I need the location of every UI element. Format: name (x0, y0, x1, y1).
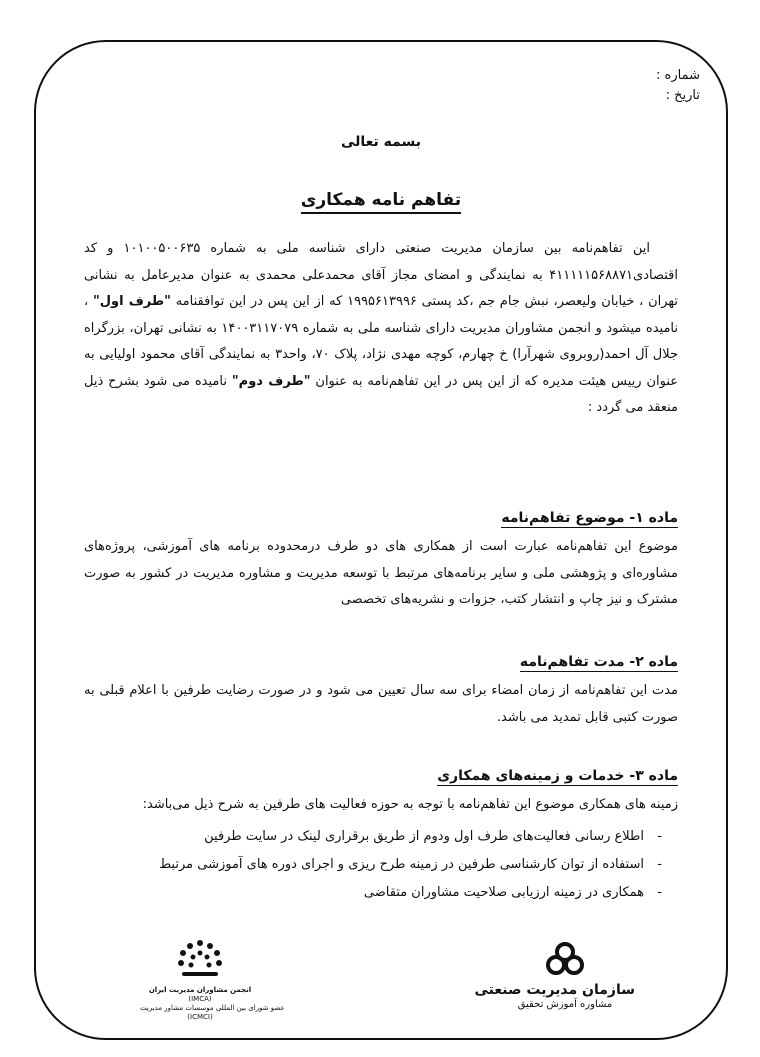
list-item: - اطلاع رسانی فعالیت‌های طرف اول ودوم از طریق برقراری لینک در سایت طرفین (84, 823, 662, 851)
date-label: تاریخ : (665, 88, 700, 103)
intro-part-2: ، نامیده میشود و انجمن مشاوران مدیریت دارای شناسه ملی به شماره ۱۴۰۰۳۱۱۷۰۷۹ به نشانی تهران، بزرگراه جلال آل احمد(روبروی شهرآرا) خ چهارم، کوچه مهدی نژاد، پلاک ۷۰، واحد۳ به نمایندگی آقای محمود اولیایی به عنوان رییس هیئت مدیره که از این پس در این تفاهم‌نامه به عنوان (84, 294, 679, 389)
number-label: شماره : (656, 68, 700, 83)
agreement-document (34, 40, 728, 1040)
imi-tagline: مشاوره آموزش تحقیق (517, 999, 613, 1010)
imca-abbr: (IMCA) (188, 995, 212, 1003)
icmci-abbr: (ICMCI) (187, 1013, 213, 1021)
intro-part-3: نامیده می شود بشرح ذیل منعقد می گردد : (84, 373, 678, 415)
document-title-wrap (34, 190, 728, 210)
article-3 (84, 768, 678, 907)
article-2-title: ماده ۲- مدت تفاهم‌نامه (519, 654, 678, 670)
article-3-list (84, 823, 678, 907)
intro-paragraph (84, 236, 678, 422)
imca-emblem-icon (172, 938, 228, 982)
article-3-intro: زمینه های همکاری موضوع این تفاهم‌نامه با توجه به حوزه فعالیت های طرفین به شرح ذیل می‌باشد: (142, 797, 678, 812)
article-3-title: ماده ۳- خدمات و زمینه‌های همکاری (437, 768, 678, 784)
header-meta (656, 66, 700, 106)
imi-logo (474, 942, 635, 1011)
article-1-title: ماده ۱- موضوع تفاهم‌نامه (501, 510, 678, 526)
imi-emblem-icon (543, 942, 587, 978)
imca-logo (140, 938, 285, 1022)
intro-text (84, 236, 678, 422)
list-item: - همکاری در زمینه ارزیابی صلاحیت مشاوران متقاضی (84, 879, 662, 907)
article-2 (84, 654, 678, 731)
article-1 (84, 510, 678, 614)
document-title: تفاهم نامه همکاری (301, 190, 461, 214)
intro-part-1: این تفاهم‌نامه بین سازمان مدیریت صنعتی دارای شناسه ملی به شماره ۱۰۱۰۰۵۰۰۶۳۵ و کد اقتصادی۴۱۱۱۱۱۵۶۸۸۷۱ به نمایندگی و امضای مجاز آقای محمدعلی محمدی به عنوان مدیرعامل به نشانی تهران ، خیابان ولیعصر، نبش جام جم ،کد پستی ۱۹۹۵۶۱۳۹۹۶ که از این پس در این توافقنامه (84, 241, 679, 309)
article-2-body: مدت این تفاهم‌نامه از زمان امضاء برای سه سال تعیین می شود و در صورت رضایت طرفین با اعلام قبلی به صورت کتبی قابل تمدید می باشد. (84, 683, 678, 725)
bismillah: بسمه تعالی (340, 134, 422, 150)
article-1-body: موضوع این تفاهم‌نامه عبارت است از همکاری های دو طرف درمحدوده برنامه های آموزشی، پروژه‌های مشاوره‌ای و پژوهشی ملی و سایر برنامه‌های مرتبط با توسعه مدیریت و مشاوره مدیریت در کشور به صورت مشترک و نیز چاپ و انتشار کتب، جزوات و نشریه‌های تخصصی (84, 539, 678, 607)
party-one-label: "طرف اول" (92, 294, 171, 309)
icmci-member: عضو شورای بین المللی موسسات مشاور مدیریت (140, 1004, 285, 1012)
party-two-label: "طرف دوم" (231, 373, 311, 389)
imi-name: سازمان مدیریت صنعتی (474, 982, 635, 998)
list-item: - استفاده از توان کارشناسی طرفین در زمینه طرح ریزی و اجرای دوره های آموزشی مرتبط (84, 851, 662, 879)
imca-name: انجمن مشاوران مدیریت ایران (148, 986, 252, 994)
